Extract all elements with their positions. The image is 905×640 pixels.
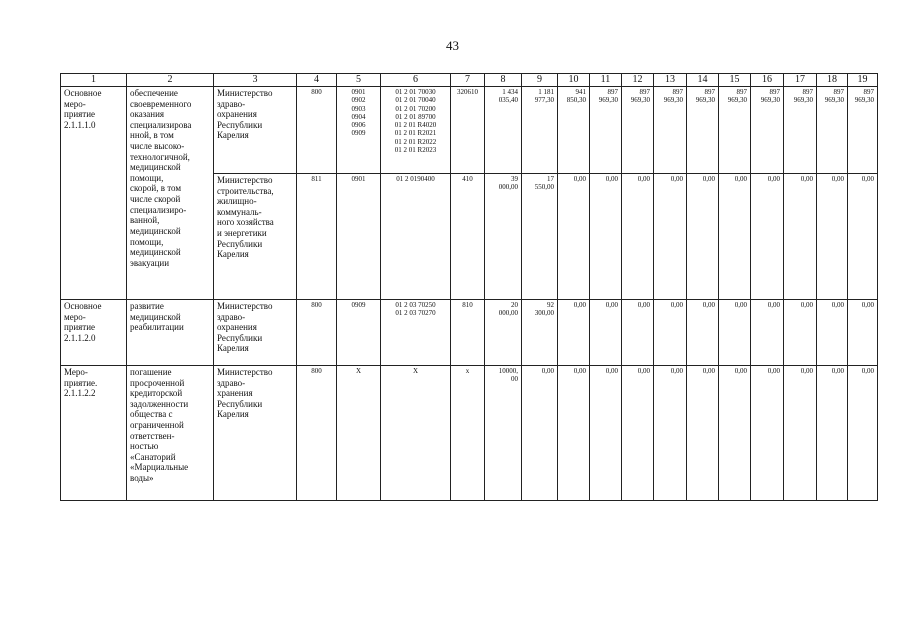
amount-cell: 0,00	[654, 174, 687, 300]
budget-table	[60, 73, 878, 501]
amount-cell: 0,00	[654, 366, 687, 501]
expense-type-cell: 320610	[451, 87, 485, 174]
table-row	[61, 366, 878, 501]
section-code-cell: X	[337, 366, 381, 501]
column-header: 10	[558, 74, 590, 87]
grbs-code-cell: 811	[297, 174, 337, 300]
amount-cell: 0,00	[751, 174, 784, 300]
amount-cell: 897 969,30	[719, 87, 751, 174]
grbs-code-cell: 800	[297, 87, 337, 174]
amount-cell: 0,00	[590, 174, 622, 300]
amount-cell: 941 850,30	[558, 87, 590, 174]
target-article-cell: 01 2 0190400	[381, 174, 451, 300]
column-header: 9	[522, 74, 558, 87]
table-row	[61, 87, 878, 174]
column-header: 8	[485, 74, 522, 87]
amount-cell: 10000, 00	[485, 366, 522, 501]
amount-cell: 1 434 035,40	[485, 87, 522, 174]
amount-cell: 0,00	[784, 300, 817, 366]
column-header: 5	[337, 74, 381, 87]
amount-cell: 17 550,00	[522, 174, 558, 300]
amount-cell: 0,00	[784, 366, 817, 501]
column-header: 13	[654, 74, 687, 87]
header-row	[61, 74, 878, 87]
amount-cell: 897 969,30	[590, 87, 622, 174]
amount-cell: 0,00	[590, 300, 622, 366]
event-code-cell: Меро- приятие. 2.1.1.2.2	[61, 366, 127, 501]
amount-cell: 0,00	[719, 366, 751, 501]
amount-cell: 0,00	[654, 300, 687, 366]
amount-cell: 897 969,30	[784, 87, 817, 174]
amount-cell: 0,00	[622, 300, 654, 366]
column-header: 3	[214, 74, 297, 87]
amount-cell: 0,00	[522, 366, 558, 501]
amount-cell: 0,00	[558, 366, 590, 501]
amount-cell: 0,00	[687, 300, 719, 366]
event-description-cell: развитие медицинской реабилитации	[127, 300, 214, 366]
amount-cell: 897 969,30	[654, 87, 687, 174]
page-number: 43	[446, 38, 459, 53]
amount-cell: 897 969,30	[848, 87, 878, 174]
event-code-cell: Основное меро- приятие 2.1.1.2.0	[61, 300, 127, 366]
column-header: 17	[784, 74, 817, 87]
amount-cell: 0,00	[817, 366, 848, 501]
column-header: 7	[451, 74, 485, 87]
column-header: 14	[687, 74, 719, 87]
section-code-cell: 0901	[337, 174, 381, 300]
table-row	[61, 300, 878, 366]
amount-cell: 897 969,30	[687, 87, 719, 174]
expense-type-cell: 410	[451, 174, 485, 300]
event-description-cell: обеспечение своевременного оказания специализирова нной, в том числе высоко- технологичной, медицинской помощи, скорой, в том числе скорой специализиро- ванной, медицинской помощи, медицинской эвакуации	[127, 87, 214, 300]
grbs-code-cell: 800	[297, 300, 337, 366]
amount-cell: 897 969,30	[751, 87, 784, 174]
amount-cell: 0,00	[848, 174, 878, 300]
event-description-cell: погашение просроченной кредиторской задолженности общества с ограниченной ответствен- ностью «Санаторий «Марциальные воды»	[127, 366, 214, 501]
organization-cell: Министерство здраво- охранения Республики Карелия	[214, 300, 297, 366]
column-header: 19	[848, 74, 878, 87]
amount-cell: 92 300,00	[522, 300, 558, 366]
amount-cell: 0,00	[622, 366, 654, 501]
amount-cell: 0,00	[558, 300, 590, 366]
column-header: 15	[719, 74, 751, 87]
organization-cell: Министерство здраво- хранения Республики Карелия	[214, 366, 297, 501]
amount-cell: 20 000,00	[485, 300, 522, 366]
amount-cell: 0,00	[687, 366, 719, 501]
column-header: 1	[61, 74, 127, 87]
amount-cell: 1 181 977,30	[522, 87, 558, 174]
target-article-cell: 01 2 01 70030 01 2 01 70040 01 2 01 70200 01 2 01 89700 01 2 01 R4020 01 2 01 R2021 01 2 01 R2022 01 2 01 R2023	[381, 87, 451, 174]
amount-cell: 0,00	[817, 300, 848, 366]
target-article-cell: X	[381, 366, 451, 501]
column-header: 2	[127, 74, 214, 87]
column-header: 12	[622, 74, 654, 87]
amount-cell: 39 000,00	[485, 174, 522, 300]
event-code-cell: Основное меро- приятие 2.1.1.1.0	[61, 87, 127, 300]
expense-type-cell: 810	[451, 300, 485, 366]
expense-type-cell: x	[451, 366, 485, 501]
amount-cell: 0,00	[719, 174, 751, 300]
column-header: 4	[297, 74, 337, 87]
amount-cell: 0,00	[784, 174, 817, 300]
column-header: 16	[751, 74, 784, 87]
amount-cell: 0,00	[719, 300, 751, 366]
amount-cell: 897 969,30	[817, 87, 848, 174]
amount-cell: 0,00	[622, 174, 654, 300]
amount-cell: 0,00	[848, 300, 878, 366]
amount-cell: 0,00	[751, 300, 784, 366]
amount-cell: 0,00	[687, 174, 719, 300]
amount-cell: 0,00	[817, 174, 848, 300]
amount-cell: 0,00	[751, 366, 784, 501]
amount-cell: 0,00	[848, 366, 878, 501]
column-header: 6	[381, 74, 451, 87]
section-code-cell: 0909	[337, 300, 381, 366]
amount-cell: 897 969,30	[622, 87, 654, 174]
column-header: 18	[817, 74, 848, 87]
section-code-cell: 0901 0902 0903 0904 0906 0909	[337, 87, 381, 174]
organization-cell: Министерство здраво- охранения Республики Карелия	[214, 87, 297, 174]
amount-cell: 0,00	[558, 174, 590, 300]
column-header: 11	[590, 74, 622, 87]
target-article-cell: 01 2 03 70250 01 2 03 70270	[381, 300, 451, 366]
grbs-code-cell: 800	[297, 366, 337, 501]
organization-cell: Министерство строительства, жилищно- коммуналь- ного хозяйства и энергетики Республики Карелия	[214, 174, 297, 300]
amount-cell: 0,00	[590, 366, 622, 501]
